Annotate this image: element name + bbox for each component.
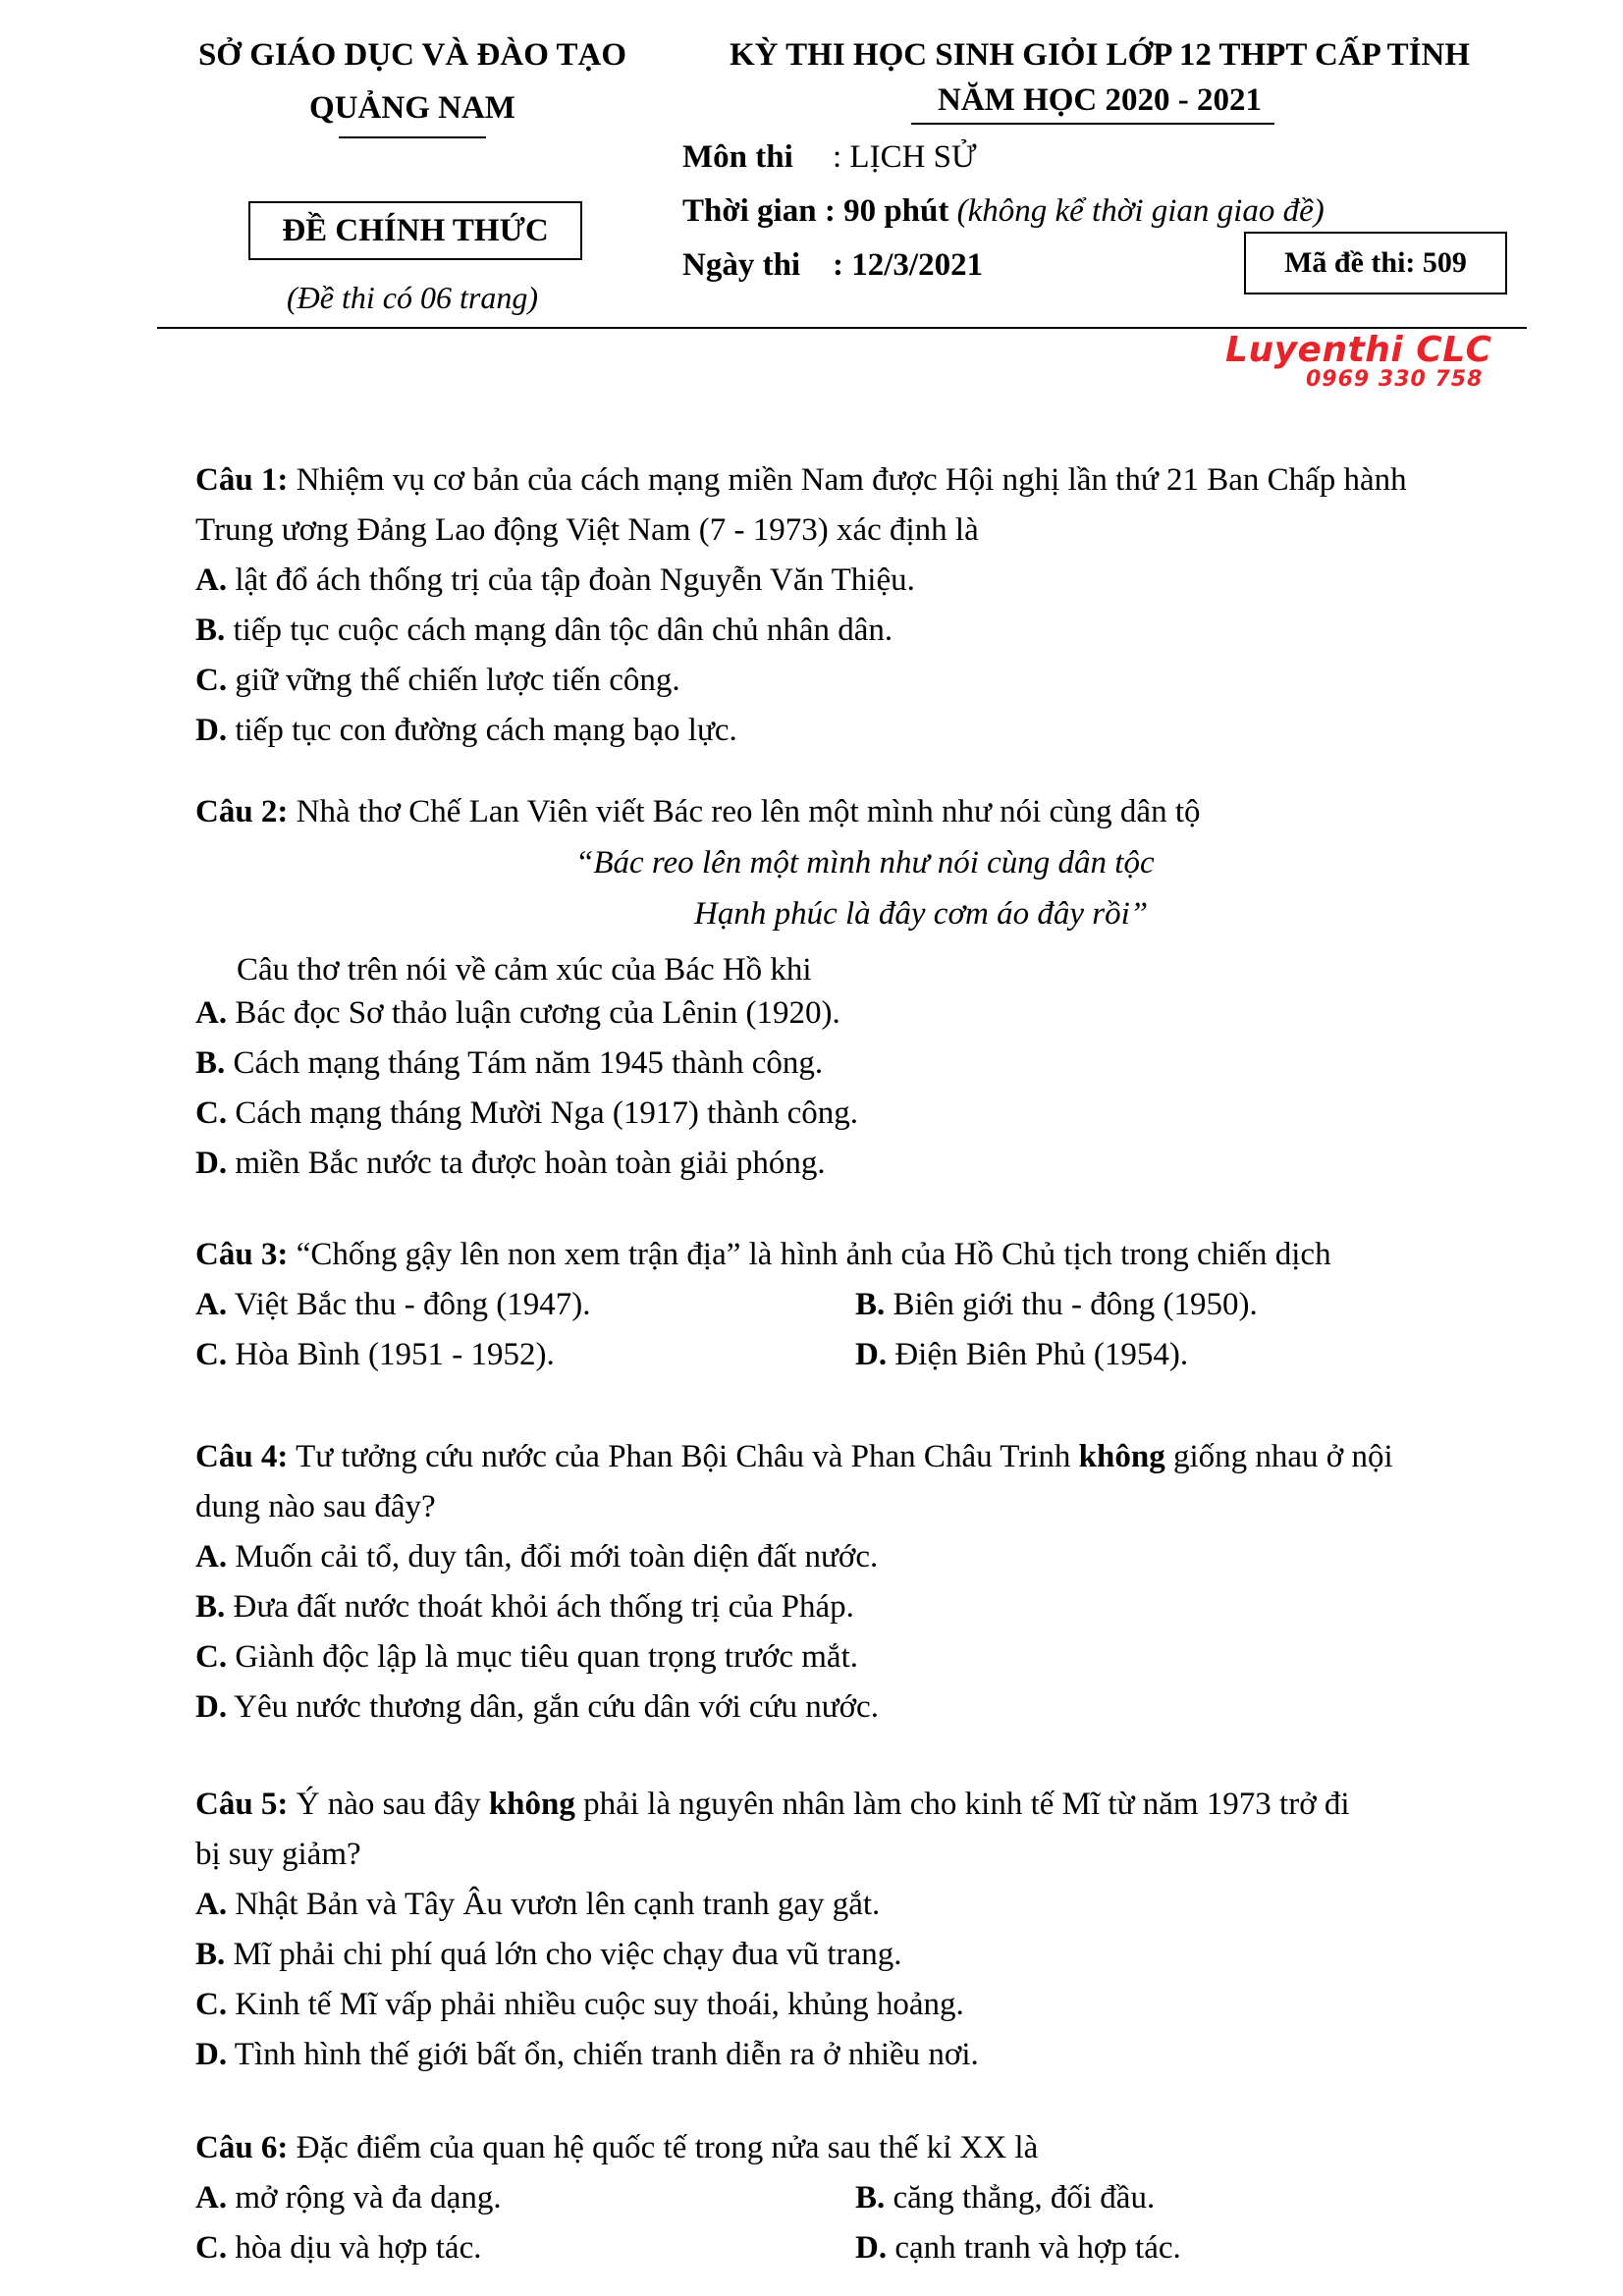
- question-label: Câu 3:: [195, 1237, 289, 1272]
- option-b: B. tiếp tục cuộc cách mạng dân tộc dân chủ nhân dân.: [195, 613, 893, 648]
- watermark-phone: 0969 330 758: [1306, 367, 1484, 392]
- question-stem: Câu 1: Nhiệm vụ cơ bản của cách mạng miền Nam được Hội nghị lần thứ 21 Ban Chấp hành: [195, 462, 1407, 498]
- option-row-1: [195, 1280, 1541, 1330]
- question-1: [195, 455, 1541, 756]
- question-stem: Câu 6: Đặc điểm của quan hệ quốc tế trong nửa sau thế kỉ XX là: [195, 2130, 1039, 2165]
- emphasis-not: không: [1078, 1439, 1165, 1474]
- option-d: D. Tình hình thế giới bất ổn, chiến tranh diễn ra ở nhiều nơi.: [195, 2037, 979, 2072]
- option-row-1: [195, 2173, 1541, 2223]
- question-stem-cont: dung nào sau đây?: [195, 1489, 436, 1524]
- question-3: [195, 1230, 1541, 1380]
- time-label: Thời gian : 90 phút: [682, 193, 949, 229]
- question-stem: Câu 3: “Chống gậy lên non xem trận địa” là hình ảnh của Hồ Chủ tịch trong chiến dịch: [195, 1237, 1331, 1272]
- option-c: C. Hòa Bình (1951 - 1952).: [195, 1337, 555, 1372]
- option-d: D. miền Bắc nước ta được hoàn toàn giải phóng.: [195, 1146, 826, 1181]
- province-name: QUẢNG NAM: [309, 90, 515, 126]
- school-year: NĂM HỌC 2020 - 2021: [938, 82, 1262, 118]
- option-d: D. cạnh tranh và hợp tác.: [855, 2230, 1181, 2266]
- option-d: D. Điện Biên Phủ (1954).: [855, 1337, 1189, 1372]
- option-d: D. Yêu nước thương dân, gắn cứu dân với cứu nước.: [195, 1689, 879, 1725]
- option-a: A. lật đổ ách thống trị của tập đoàn Nguyễn Văn Thiệu.: [195, 562, 915, 598]
- option-a: A. Muốn cải tổ, duy tân, đổi mới toàn diện đất nước.: [195, 1539, 879, 1575]
- question-2: [195, 787, 1541, 1189]
- date-label: Ngày thi: [682, 247, 801, 283]
- question-label: Câu 6:: [195, 2130, 289, 2165]
- question-label: Câu 4:: [195, 1439, 289, 1474]
- header-divider: [157, 327, 1527, 329]
- option-a: A. Bác đọc Sơ thảo luận cương của Lênin (1920).: [195, 995, 840, 1031]
- subject-value: : LỊCH SỬ: [833, 139, 977, 175]
- province-underline: [339, 136, 486, 138]
- department-name: SỞ GIÁO DỤC VÀ ĐÀO TẠO: [197, 37, 627, 73]
- option-b: B. Biên giới thu - đông (1950).: [855, 1287, 1258, 1322]
- option-c: C. hòa dịu và hợp tác.: [195, 2230, 482, 2266]
- school-year-underline: [911, 123, 1274, 125]
- time-note: (không kể thời gian giao đề): [956, 193, 1325, 229]
- option-a: A. mở rộng và đa dạng.: [195, 2180, 502, 2216]
- question-label: Câu 5:: [195, 1787, 289, 1822]
- option-c: C. giữ vững thế chiến lược tiến công.: [195, 663, 680, 698]
- question-stem: Câu 5: Ý nào sau đây không phải là nguyên nhân làm cho kinh tế Mĩ từ năm 1973 trở đi: [195, 1787, 1350, 1822]
- question-6: [195, 2123, 1541, 2273]
- pages-note: (Đề thi có 06 trang): [287, 280, 538, 315]
- emphasis-not: không: [488, 1787, 575, 1822]
- exam-code: Mã đề thi: 509: [1284, 246, 1467, 279]
- poem-line-2: Hạnh phúc là đây cơm áo đây rồi”: [694, 896, 1149, 932]
- option-c: C. Cách mạng tháng Mười Nga (1917) thành công.: [195, 1095, 859, 1131]
- poem-line-1: “Bác reo lên một mình như nói cùng dân tộc: [575, 845, 1155, 881]
- time-line: [682, 193, 1325, 230]
- option-row-2: [195, 1330, 1541, 1380]
- question-5: [195, 1780, 1541, 2080]
- question-stem: Câu 4: Tư tưởng cứu nước của Phan Bội Châu và Phan Châu Trinh không giống nhau ở nội: [195, 1439, 1393, 1474]
- question-4: [195, 1432, 1541, 1733]
- question-stem-cont: Trung ương Đảng Lao động Việt Nam (7 - 1973) xác định là: [195, 512, 979, 548]
- question-stem-cont: bị suy giảm?: [195, 1837, 361, 1872]
- exam-title: KỲ THI HỌC SINH GIỎI LỚP 12 THPT CẤP TỈNH: [730, 37, 1470, 73]
- exam-code-box: [1244, 232, 1507, 294]
- question-stem: Câu 2: Nhà thơ Chế Lan Viên viết Bác reo lên một mình như nói cùng dân tộ: [195, 794, 1201, 829]
- option-a: A. Nhật Bản và Tây Âu vươn lên cạnh tranh gay gắt.: [195, 1887, 881, 1922]
- option-row-2: [195, 2223, 1541, 2273]
- option-b: B. căng thẳng, đối đầu.: [855, 2180, 1156, 2216]
- option-c: C. Giành độc lập là mục tiêu quan trọng trước mắt.: [195, 1639, 858, 1675]
- option-b: B. Cách mạng tháng Tám năm 1945 thành công.: [195, 1045, 824, 1081]
- official-exam-label: ĐỀ CHÍNH THỨC: [282, 213, 549, 248]
- watermark-brand: Luyenthi CLC: [1225, 330, 1492, 370]
- question-stem-cont: Câu thơ trên nói về cảm xúc của Bác Hồ khi: [237, 952, 812, 988]
- official-exam-box: [248, 201, 582, 260]
- option-d: D. tiếp tục con đường cách mạng bạo lực.: [195, 713, 737, 748]
- question-label: Câu 1:: [195, 462, 289, 498]
- option-b: B. Mĩ phải chi phí quá lớn cho việc chạy đua vũ trang.: [195, 1937, 902, 1972]
- option-a: A. Việt Bắc thu - đông (1947).: [195, 1287, 591, 1322]
- date-value: : 12/3/2021: [833, 247, 984, 283]
- option-c: C. Kinh tế Mĩ vấp phải nhiều cuộc suy thoái, khủng hoảng.: [195, 1987, 964, 2022]
- option-b: B. Đưa đất nước thoát khỏi ách thống trị của Pháp.: [195, 1589, 854, 1625]
- question-label: Câu 2:: [195, 794, 289, 829]
- subject-label: Môn thi: [682, 139, 793, 175]
